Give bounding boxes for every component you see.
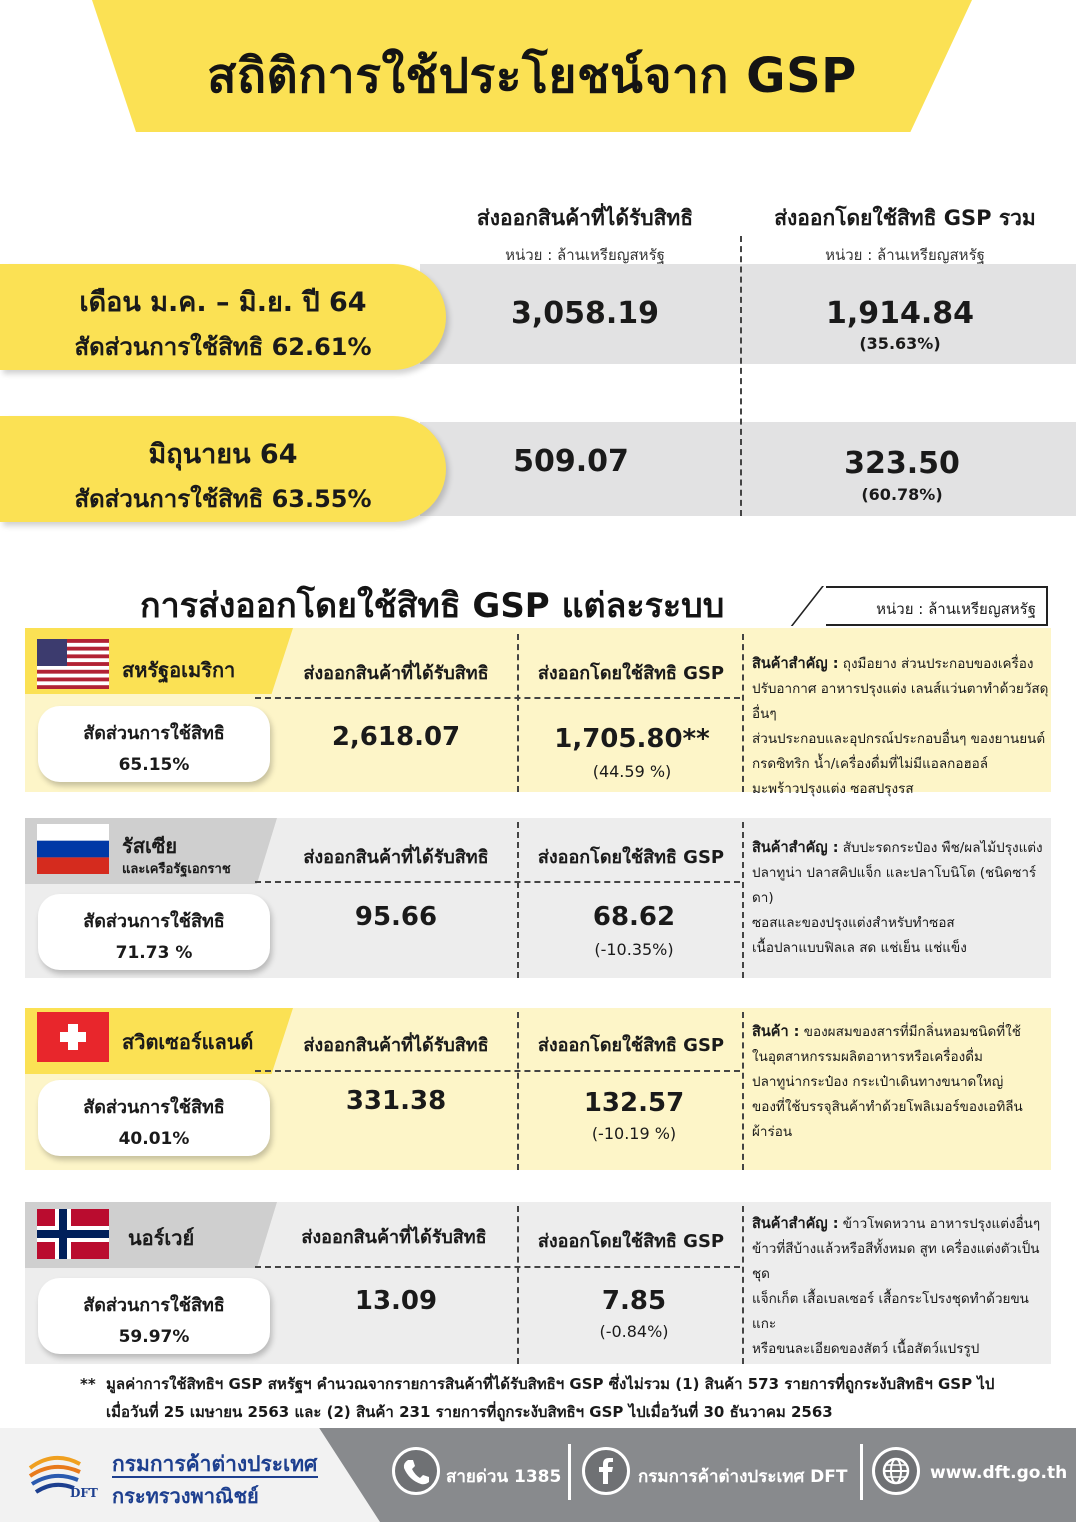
russia-desc-line-3: ซอสและของปรุงแต่งสำหรับทำซอส [752,915,955,931]
summary-row-2-period: มิถุนายน 64 [148,439,298,470]
page-title: สถิติการใช้ประโยชน์จาก GSP [207,48,857,104]
russia-share-box [38,894,270,970]
norway-gsp: 7.85 [601,1286,667,1316]
russia-desc-line-4: เนื้อปลาแบบฟิลเล สด แช่เย็น แช่แข็ง [752,940,967,956]
switzerland-col1-header: ส่งออกสินค้าที่ได้รับสิทธิ [303,1035,489,1056]
section-unit: หน่วย : ล้านเหรียญสหรัฐ [826,586,1048,626]
switzerland-desc-line-5: ผ้าร่อน [752,1124,793,1140]
switzerland-desc-line-4: ของที่ใช้บรรจุสินค้าทำด้วยโพลิเมอร์ของเอทิลีน [752,1099,1023,1115]
switzerland-desc-label: สินค้า : [752,1024,800,1040]
usa-share-box [38,706,270,782]
footer-separator-1 [568,1444,571,1500]
norway-col2-header: ส่งออกโดยใช้สิทธิ GSP [537,1231,725,1252]
russia-hdivider [255,881,740,883]
summary-divider [740,236,742,516]
usa-col2-header: ส่งออกโดยใช้สิทธิ GSP [537,663,725,684]
norway-share-label: สัดส่วนการใช้สิทธิ [83,1295,225,1316]
switzerland-gsp-pct: (-10.19 %) [591,1124,677,1143]
summary-col1-unit: หน่วย : ล้านเหรียญสหรัฐ [505,246,665,264]
norway-vdivider-2 [742,1206,744,1364]
section-title: การส่งออกโดยใช้สิทธิ GSP แต่ละระบบ [140,586,725,626]
russia-flag-icon [37,824,109,874]
summary-col1-title: ส่งออกสินค้าที่ได้รับสิทธิ [476,206,694,230]
summary-col2-unit: หน่วย : ล้านเหรียญสหรัฐ [825,246,985,264]
usa-desc-line-5: มะพร้าวปรุงแต่ง ซอสปรุงรส [752,781,914,797]
norway-desc-line-1: ข้าวโพดหวาน อาหารปรุงแต่งอื่นๆ [838,1216,1041,1232]
norway-desc-label: สินค้าสำคัญ : [752,1216,839,1232]
russia-eligible: 95.66 [354,902,438,932]
usa-vdivider-1 [517,634,519,792]
footnote-line-1: มูลค่าการใช้สิทธิฯ GSP สหรัฐฯ คำนวณจากรายการสินค้าที่ได้รับสิทธิฯ GSP ซึ่งไม่รวม (1) สินค้า 573 รายการที่ถูกระงับสิทธิฯ GSP ไป [106,1375,995,1393]
russia-desc-line-1: สับปะรดกระป๋อง พืช/ผลไม้ปรุงแต่ง [838,840,1043,856]
summary-row-2-share: สัดส่วนการใช้สิทธิ 63.55% [74,485,372,513]
summary-row-1-period: เดือน ม.ค. – มิ.ย. ปี 64 [79,287,367,318]
footnote-line-2: เมื่อวันที่ 25 เมษายน 2563 และ (2) สินค้า 231 รายการที่ถูกระงับสิทธิฯ GSP ไปเมื่อวันที่ 30 ธันวาคม 2563 [106,1403,833,1421]
usa-name: สหรัฐอเมริกา [122,658,236,682]
switzerland-flag-icon [37,1012,109,1062]
switzerland-desc-line-3: ปลาทูน่ากระป๋อง กระเป๋าเดินทางขนาดใหญ่ [752,1074,1004,1090]
switzerland-col2-header: ส่งออกโดยใช้สิทธิ GSP [537,1035,725,1056]
summary-row-1-share: สัดส่วนการใช้สิทธิ 62.61% [74,333,372,361]
switzerland-name: สวิตเซอร์แลนด์ [122,1030,254,1054]
switzerland-gsp: 132.57 [583,1088,685,1118]
summary-row-1-label [0,264,446,370]
globe-icon [872,1447,920,1495]
russia-vdivider-2 [742,822,744,978]
usa-desc-label: สินค้าสำคัญ : [752,656,839,672]
norway-gsp-pct: (-0.84%) [599,1322,669,1341]
russia-name-sub: และเครือรัฐเอกราช [122,862,231,877]
org-name: กรมการค้าต่างประเทศ [112,1452,318,1476]
norway-desc-line-4: หรือขนละเอียดของสัตว์ เนื้อสัตว์แปรรูป [752,1341,980,1357]
norway-hdivider [255,1266,740,1268]
switzerland-share-box [38,1080,270,1156]
usa-eligible: 2,618.07 [331,722,461,752]
russia-share-label: สัดส่วนการใช้สิทธิ [83,911,225,932]
switzerland-eligible: 331.38 [345,1086,447,1116]
russia-share-value: 71.73 % [115,943,193,963]
norway-eligible: 13.09 [354,1286,438,1316]
switzerland-share-value: 40.01% [118,1129,190,1149]
footer-separator-2 [860,1444,863,1500]
norway-col1-header: ส่งออกสินค้าที่ได้รับสิทธิ [301,1227,487,1248]
russia-desc-label: สินค้าสำคัญ : [752,840,839,856]
summary-row-2-label [0,416,446,522]
switzerland-vdivider-2 [742,1012,744,1170]
russia-description [752,836,1050,961]
usa-desc-line-2: ปรับอากาศ อาหารปรุงแต่ง เลนส์แว่นตาทำด้วยวัสดุอื่นๆ [752,681,1049,722]
usa-description [752,652,1050,802]
usa-hdivider [255,697,740,699]
org-underline [112,1476,318,1478]
website-text[interactable]: www.dft.go.th [930,1463,1068,1483]
switzerland-vdivider-1 [517,1012,519,1170]
russia-name: รัสเซีย [122,834,178,858]
norway-share-value: 59.97% [118,1327,190,1347]
summary-row-2-gsp: 323.50 [844,446,960,481]
usa-gsp-pct: (44.59 %) [592,762,672,781]
facebook-icon [582,1447,630,1495]
norway-flag-icon [37,1209,109,1259]
footnote [80,1370,1040,1426]
usa-desc-line-3: ส่วนประกอบและอุปกรณ์ประกอบอื่นๆ ของยานยนต์ [752,731,1046,747]
summary-row-2-gsp-pct: (60.78%) [861,485,943,504]
footnote-mark: ** [80,1375,96,1393]
summary-row-1-eligible: 3,058.19 [510,296,660,331]
dft-logo-text: DFT [70,1486,98,1500]
usa-col1-header: ส่งออกสินค้าที่ได้รับสิทธิ [303,663,489,684]
switzerland-description [752,1020,1050,1145]
norway-description [752,1212,1050,1362]
facebook-text[interactable]: กรมการค้าต่างประเทศ DFT [638,1467,848,1487]
switzerland-hdivider [255,1070,740,1072]
switzerland-desc-line-2: ในอุตสาหกรรมผลิตอาหารหรือเครื่องดื่ม [752,1049,983,1065]
summary-row-2-eligible: 509.07 [513,444,629,479]
russia-col1-header: ส่งออกสินค้าที่ได้รับสิทธิ [303,847,489,868]
summary-row-1-gsp-pct: (35.63%) [859,334,941,353]
norway-vdivider-1 [517,1206,519,1364]
russia-gsp-pct: (-10.35%) [594,940,674,959]
ministry-name: กระทรวงพาณิชย์ [112,1484,259,1508]
norway-desc-line-2: ข้าวที่สีบ้างแล้วหรือสีทั้งหมด สูท เครื่องแต่งตัวเป็นชุด [752,1241,1040,1282]
switzerland-share-label: สัดส่วนการใช้สิทธิ [83,1097,225,1118]
russia-desc-line-2: ปลาทูน่า ปลาสคิปแจ็ก และปลาโบนิโต (ชนิดซาร์ดา) [752,865,1037,906]
summary-col1-header [440,202,730,267]
summary-row-1-gsp: 1,914.84 [825,296,975,331]
usa-share-value: 65.15% [118,755,190,775]
usa-desc-line-1: ถุงมือยาง ส่วนประกอบของเครื่อง [838,656,1034,672]
switzerland-desc-line-1: ของผสมของสารที่มีกลิ่นหอมชนิดที่ใช้ [799,1024,1021,1040]
summary-col2-title: ส่งออกโดยใช้สิทธิ GSP รวม [774,206,1036,230]
usa-vdivider-2 [742,634,744,792]
norway-desc-line-3: แจ็กเก็ต เสื้อเบลเซอร์ เสื้อกระโปรงชุดทำด้วยขนแกะ [752,1291,1029,1332]
russia-gsp: 68.62 [592,902,676,932]
norway-share-box [38,1278,270,1354]
russia-col2-header: ส่งออกโดยใช้สิทธิ GSP [537,847,725,868]
summary-col2-header [750,202,1060,267]
usa-share-label: สัดส่วนการใช้สิทธิ [83,723,225,744]
norway-name: นอร์เวย์ [128,1226,195,1250]
phone-icon [392,1447,440,1495]
hotline-text[interactable]: สายด่วน 1385 [446,1467,562,1487]
usa-flag-icon [37,639,109,689]
usa-gsp: 1,705.80** [554,724,710,754]
russia-vdivider-1 [517,822,519,978]
usa-desc-line-4: กรดซิทริก น้ำ/เครื่องดื่มที่ไม่มีแอลกอฮอล์ [752,756,989,772]
